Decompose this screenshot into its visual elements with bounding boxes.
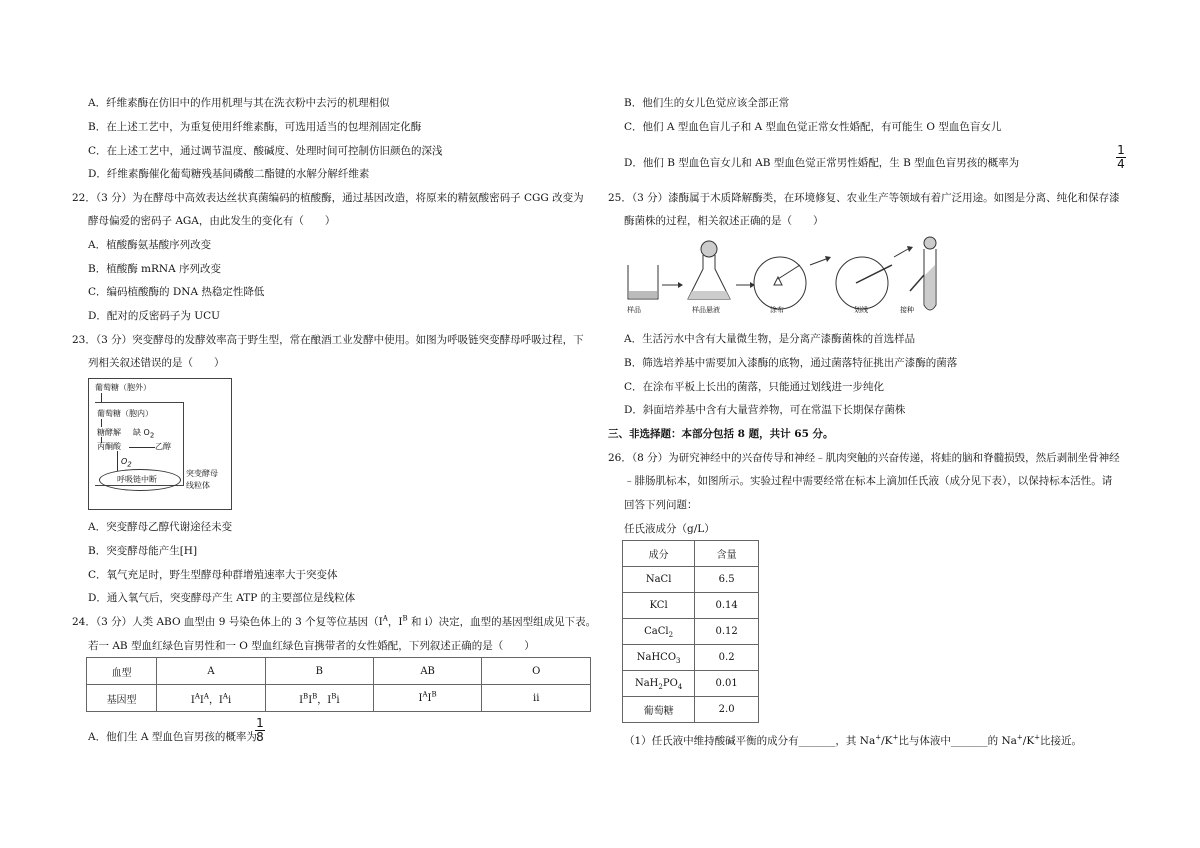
streak-plate-icon — [836, 257, 892, 309]
q24-option-d: D．他们 B 型血色盲女儿和 AB 型血色觉正常男性婚配，生 B 型血色盲男孩的概率为 — [624, 157, 1020, 169]
q25-option-a: A．生活污水中含有大量微生物，是分离产漆酶菌株的首选样品 — [624, 333, 916, 345]
q23-option-a: A．突变酵母乙醇代谢途径未变 — [88, 521, 233, 533]
diagram-glycolysis: 糖酵解 — [97, 428, 121, 437]
table-cell: B — [265, 658, 373, 685]
q25-figure-svg — [624, 235, 944, 317]
table-cell: 2.0 — [695, 697, 759, 723]
q22-option-b: B．植酸酶 mRNA 序列改变 — [88, 263, 222, 275]
table-cell: 0.14 — [695, 593, 759, 619]
table-cell: 含量 — [695, 541, 759, 567]
label-inoculate: 接种 — [900, 306, 914, 314]
label-sample: 样品 — [627, 306, 641, 314]
q26-stem: 26．（8 分）为研究神经中的兴奋传导和神经﹣肌肉突触的兴奋传递，将蛙的脑和脊髓损毁，然后剥制坐骨神经 — [608, 452, 1120, 464]
q25-stem: 25．（3 分）漆酶属于木质降解酶类，在环境修复、农业生产等领域有着广泛用途。如图是分离、纯化和保存漆 — [608, 192, 1120, 204]
q25-stem-cont: 酶菌株的过程，相关叙述正确的是（ ） — [624, 215, 824, 227]
section-3-heading: 三、非选择题：本部分包括 8 题，共计 65 分。 — [608, 428, 834, 440]
q24-fraction-d: 1 4 — [1117, 143, 1125, 171]
table-cell: A — [157, 658, 266, 685]
q22-stem: 22．（3 分）为在酵母中高效表达丝状真菌编码的植酸酶，通过基因改造，将原来的精氨酸密码子 CGG 改变为 — [72, 192, 584, 204]
q26-table-title: 任氏液成分（g/L） — [624, 523, 715, 535]
label-suspension: 样品悬液 — [692, 306, 720, 314]
table-cell: 血型 — [87, 658, 157, 685]
q23-stem-cont: 列相关叙述错误的是（ ） — [88, 357, 225, 369]
diagram-o2: $O_2$ — [121, 457, 132, 469]
flask-icon — [688, 241, 730, 299]
q23-option-c: C．氧气充足时，野生型酵母种群增殖速率大于突变体 — [88, 569, 338, 581]
q21-option-c: C．在上述工艺中，通过调节温度、酸碱度、处理时间可控制仿旧颜色的深浅 — [88, 145, 443, 157]
table-cell: NaHCO$_3$ — [623, 645, 695, 671]
q21-option-d: D．纤维素酶催化葡萄糖残基间磷酸二酯键的水解分解纤维素 — [88, 168, 370, 180]
table-cell: 0.2 — [695, 645, 759, 671]
q26-subquestion-1: （1）任氏液中维持酸碱平衡的成分有_______，其 Na+/K+比与体液中_______的 Na+/K+比接近。 — [624, 733, 1083, 747]
diagram-glucose-in: 葡萄糖（胞内） — [97, 409, 153, 418]
q23-option-b: B．突变酵母能产生[H] — [88, 545, 198, 557]
diagram-pyruvate: 丙酮酸 — [97, 442, 121, 451]
q24-stem: 24．（3 分）人类 ABO 血型由 9 号染色体上的 3 个复等位基因（$I^A$，$I^B$ 和 i）决定，血型的基因型组成见下表。 — [72, 614, 597, 628]
diagram-chain-break: 呼吸链中断 — [117, 475, 157, 484]
q26-ringer-table — [622, 540, 759, 723]
table-cell: 0.01 — [695, 671, 759, 697]
label-streak: 划线 — [854, 306, 868, 314]
table-cell: $I^AI^B$ — [373, 685, 482, 712]
label-spread: 涂布 — [770, 306, 784, 314]
table-cell: CaCl$_2$ — [623, 619, 695, 645]
q25-option-c: C．在涂布平板上长出的菌落，只能通过划线进一步纯化 — [624, 381, 885, 393]
beaker-icon — [628, 265, 658, 299]
table-cell: KCl — [623, 593, 695, 619]
q24-option-b: B．他们生的女儿色觉应该全部正常 — [624, 97, 790, 109]
q26-stem-cont-2: 回答下列问题： — [624, 499, 698, 511]
diagram-o2-lack: 缺 $O_2$ — [133, 428, 155, 440]
q25-option-b: B．筛选培养基中需要加入漆酶的底物，通过菌落特征挑出产漆酶的菌落 — [624, 357, 958, 369]
table-cell: ii — [482, 685, 591, 712]
table-cell: AB — [373, 658, 482, 685]
table-cell: $I^BI^B$，$I^Bi$ — [265, 685, 373, 712]
q22-option-a: A．植酸酶氨基酸序列改变 — [88, 239, 212, 251]
table-cell: $I^AI^A$，$I^Ai$ — [157, 685, 266, 712]
table-cell: 基因型 — [87, 685, 157, 712]
table-cell: 成分 — [623, 541, 695, 567]
q23-option-d: D．通入氧气后，突变酵母产生 ATP 的主要部位是线粒体 — [88, 592, 356, 604]
q24-option-c: C．他们 A 型血色盲儿子和 A 型血色觉正常女性婚配，有可能生 O 型血色盲女儿 — [624, 121, 1002, 133]
q21-option-b: B．在上述工艺中，为重复使用纤维素酶，可选用适当的包埋剂固定化酶 — [88, 121, 422, 133]
table-cell: NaCl — [623, 567, 695, 593]
q24-fraction-a: 1 8 — [256, 716, 264, 744]
q25-option-d: D．斜面培养基中含有大量营养物，可在常温下长期保存菌株 — [624, 404, 906, 416]
table-cell: 葡萄糖 — [623, 697, 695, 723]
table-cell: O — [482, 658, 591, 685]
q22-option-c: C．编码植酸酶的 DNA 热稳定性降低 — [88, 286, 265, 298]
diagram-mito-label-1: 突变酵母 — [186, 469, 218, 478]
diagram-mito-label-2: 线粒体 — [186, 481, 210, 490]
q23-respiration-diagram — [88, 378, 232, 510]
table-cell: 0.12 — [695, 619, 759, 645]
table-cell: $NaH_2PO_4$ — [623, 671, 695, 697]
q22-option-d: D．配对的反密码子为 UCU — [88, 310, 220, 322]
diagram-glucose-out: 葡萄糖（胞外） — [95, 383, 151, 392]
q24-blood-type-table — [86, 657, 591, 712]
q22-stem-cont: 酵母偏爱的密码子 AGA，由此发生的变化有（ ） — [88, 215, 336, 227]
q24-option-a: A．他们生 A 型血色盲男孩的概率为 — [88, 731, 257, 743]
q21-option-a: A．纤维素酶在仿旧中的作用机理与其在洗衣粉中去污的机理相似 — [88, 97, 390, 109]
slant-tube-icon — [910, 237, 936, 310]
table-cell: 6.5 — [695, 567, 759, 593]
q25-isolation-figure — [624, 235, 944, 317]
spread-plate-icon — [754, 257, 806, 309]
q23-stem: 23．（3 分）突变酵母的发酵效率高于野生型，常在酿酒工业发酵中使用。如图为呼吸链突变酵母呼吸过程，下 — [72, 334, 584, 346]
q26-stem-cont-1: ﹣腓肠肌标本，如图所示。实验过程中需要经常在标本上滴加任氏液（成分见下表），以保持标本活性。请 — [624, 475, 1113, 487]
q24-stem-cont: 若一 AB 型血红绿色盲男性和一 O 型血红绿色盲携带者的女性婚配，下列叙述正确的是（ ） — [88, 640, 535, 652]
diagram-ethanol: 乙醇 — [155, 442, 171, 451]
